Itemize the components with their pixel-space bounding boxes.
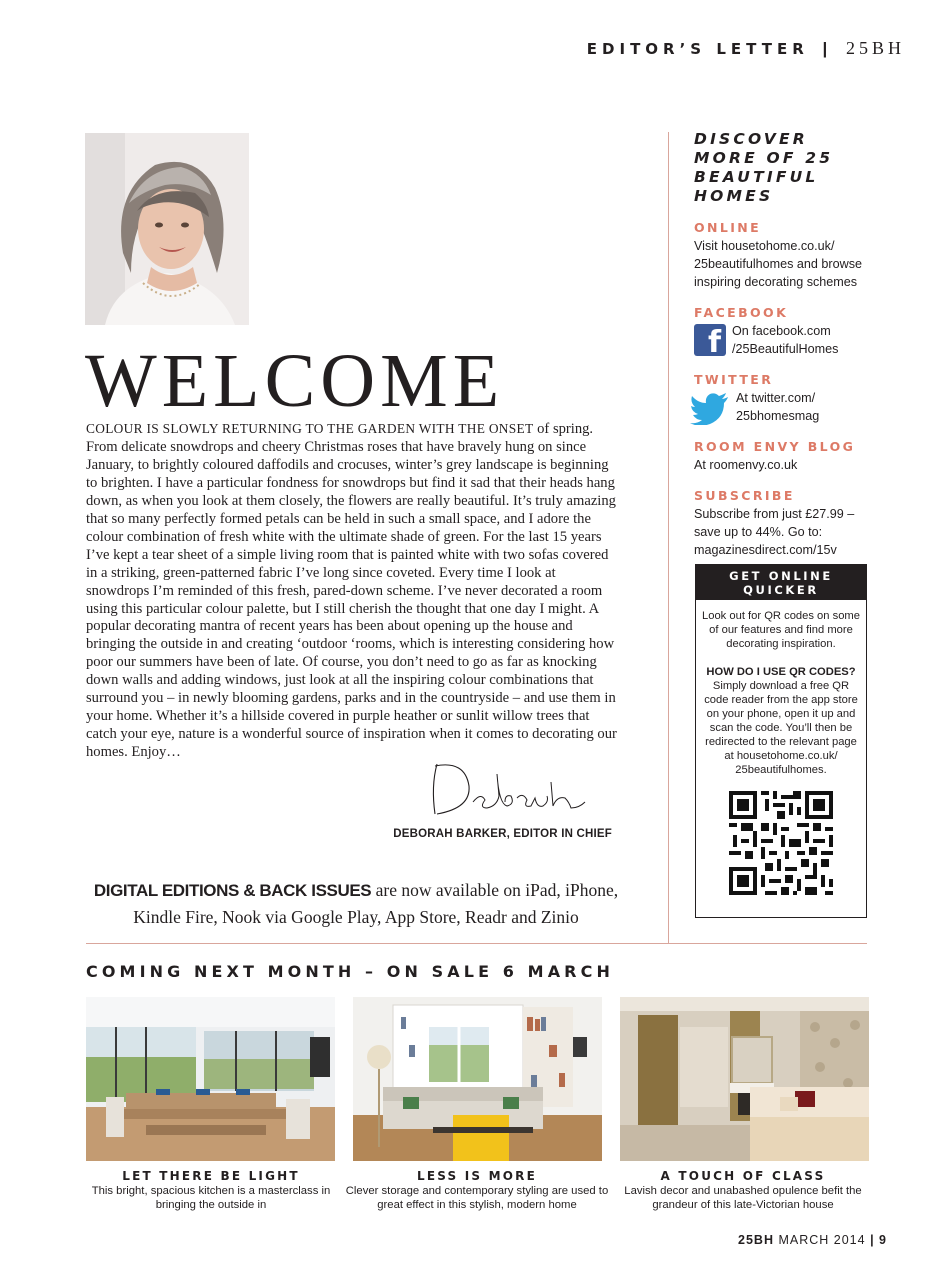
preview-image-kitchen[interactable] — [86, 997, 335, 1161]
preview-text: Clever storage and contemporary styling are used to great effect in this stylish, modern home — [345, 1185, 609, 1211]
twitter-bird-icon — [690, 391, 730, 425]
preview-caption-living-room — [342, 1169, 612, 1212]
digital-editions-heading: DIGITAL EDITIONS & BACK ISSUES — [93, 881, 372, 900]
blog-link[interactable]: At roomenvy.co.uk — [694, 458, 798, 472]
online-text[interactable]: Visit housetohome.co.uk/ 25beautifulhomes and browse inspiring decorating schemes — [694, 239, 863, 289]
coming-next-heading: COMING NEXT MONTH – ON SALE 6 MARCH — [86, 962, 614, 981]
facebook-row[interactable] — [694, 324, 869, 358]
qr-panel-title: GET ONLINE QUICKER — [696, 565, 866, 600]
preview-text: This bright, spacious kitchen is a masterclass in bringing the outside in — [91, 1185, 331, 1211]
sidebar-title: DISCOVER MORE OF 25 BEAUTIFUL HOMES — [694, 130, 834, 205]
preview-title[interactable]: A TOUCH OF CLASS — [660, 1169, 826, 1183]
header-separator: | — [822, 39, 833, 58]
footer-separator: | — [870, 1233, 875, 1247]
facebook-line-2: /25BeautifulHomes — [732, 342, 839, 356]
preview-caption-kitchen — [76, 1169, 346, 1212]
digital-editions-note — [86, 877, 626, 930]
article-title: WELCOME — [85, 339, 505, 423]
qr-intro: Look out for QR codes on some of our features and find more decorating inspiration. — [702, 610, 860, 650]
magazine-name: 25BH — [845, 38, 905, 58]
qr-panel — [695, 564, 867, 918]
facebook-heading: FACEBOOK — [694, 305, 789, 320]
sidebar-divider — [668, 132, 669, 943]
preview-image-bedroom[interactable] — [620, 997, 869, 1161]
preview-title[interactable]: LESS IS MORE — [416, 1169, 538, 1183]
subscribe-text[interactable]: Subscribe from just £27.99 – save up to 44%. Go to: magazinesdirect.com/15v — [694, 507, 855, 557]
preview-text: Lavish decor and unabashed opulence befit the grandeur of this late-Victorian house — [624, 1185, 862, 1211]
page-footer — [738, 1233, 887, 1247]
twitter-line-1: At twitter.com/ — [736, 391, 816, 405]
qr-answer: Simply download a free QR code reader from the app store on your phone, open it up and scan the code. You’ll then be redirected to the relevant page at housetohome.co.uk/ 25beautifulhomes. — [704, 680, 858, 776]
blog-heading: ROOM ENVY BLOG — [694, 439, 856, 454]
qr-question: HOW DO I USE QR CODES? — [706, 666, 856, 678]
twitter-link[interactable] — [736, 389, 819, 425]
preview-title[interactable]: LET THERE BE LIGHT — [122, 1169, 300, 1183]
facebook-icon: f — [694, 324, 726, 356]
section-label: EDITOR’S LETTER — [586, 40, 809, 58]
digital-editions-text: are now available on iPad, iPhone, Kindle Fire, Nook via Google Play, App Store, Readr and Zinio — [133, 880, 619, 927]
twitter-line-2: 25bhomesmag — [736, 409, 820, 423]
preview-image-living-room[interactable] — [353, 997, 602, 1161]
twitter-row[interactable] — [694, 391, 869, 425]
editor-byline: DEBORAH BARKER, EDITOR IN CHIEF — [393, 828, 612, 840]
footer-issue: MARCH 2014 — [774, 1233, 871, 1247]
subscribe-heading: SUBSCRIBE — [694, 488, 795, 503]
online-heading: ONLINE — [694, 220, 762, 235]
page-number: 9 — [874, 1233, 887, 1247]
preview-caption-bedroom — [608, 1169, 878, 1212]
qr-code[interactable] — [729, 791, 833, 895]
twitter-heading: TWITTER — [694, 372, 774, 387]
editor-portrait — [85, 133, 249, 325]
discover-sidebar — [694, 130, 869, 559]
editor-signature — [425, 756, 595, 826]
footer-brand: 25BH — [738, 1233, 774, 1247]
article-text: of spring. From delicate snowdrops and cheery Christmas roses that have bravely hung on since January, to brightly coloured daffodils and crocuses, winter’s grey landscape is beginning to brighten. I have a particular fondness for snowdrops but find it sad that their heads hang down, as when you look at them closely, the flowers are really beautiful. It’s truly amazing that so many perfectly formed petals can be held in such a small space, and I adore the colour combination of fresh white with the ultimate shade of green. For the last 15 years I’ve kept a tear sheet of a simple living room that is painted white with two sofas covered in a striking, green-patterned fabric I’ve long since coveted. Every time I look at snowdrops I’m reminded of this fresh, pared-down scheme. I’ve never decorated a room using this particular colour palette, but I still cherish the thought that one day I might. A popular decorating mantra of recent years has been about opening up the house and bringing the outside in and creating ‘outdoor ‘rooms, which is interesting considering how poor our summers have been of late. Of course, you don’t need to go as far as knocking down walls and adding windows, just look at all the inspiring colour combinations that surround you – in newly blooming gardens, parks and in the countryside – and use them in your home. Whether it’s a hillside covered in purple heather or sunlit willow trees that catch your eye, nature is a wonderful source of inspiration when it comes to decorating our homes. Enjoy… — [86, 421, 617, 761]
facebook-line-1: On facebook.com — [732, 324, 831, 338]
facebook-link[interactable] — [732, 322, 838, 358]
page-header — [587, 38, 905, 59]
article-lead: COLOUR IS SLOWLY RETURNING TO THE GARDEN WITH THE ONSET — [86, 421, 534, 436]
article-body — [86, 420, 618, 762]
section-divider — [86, 943, 867, 944]
